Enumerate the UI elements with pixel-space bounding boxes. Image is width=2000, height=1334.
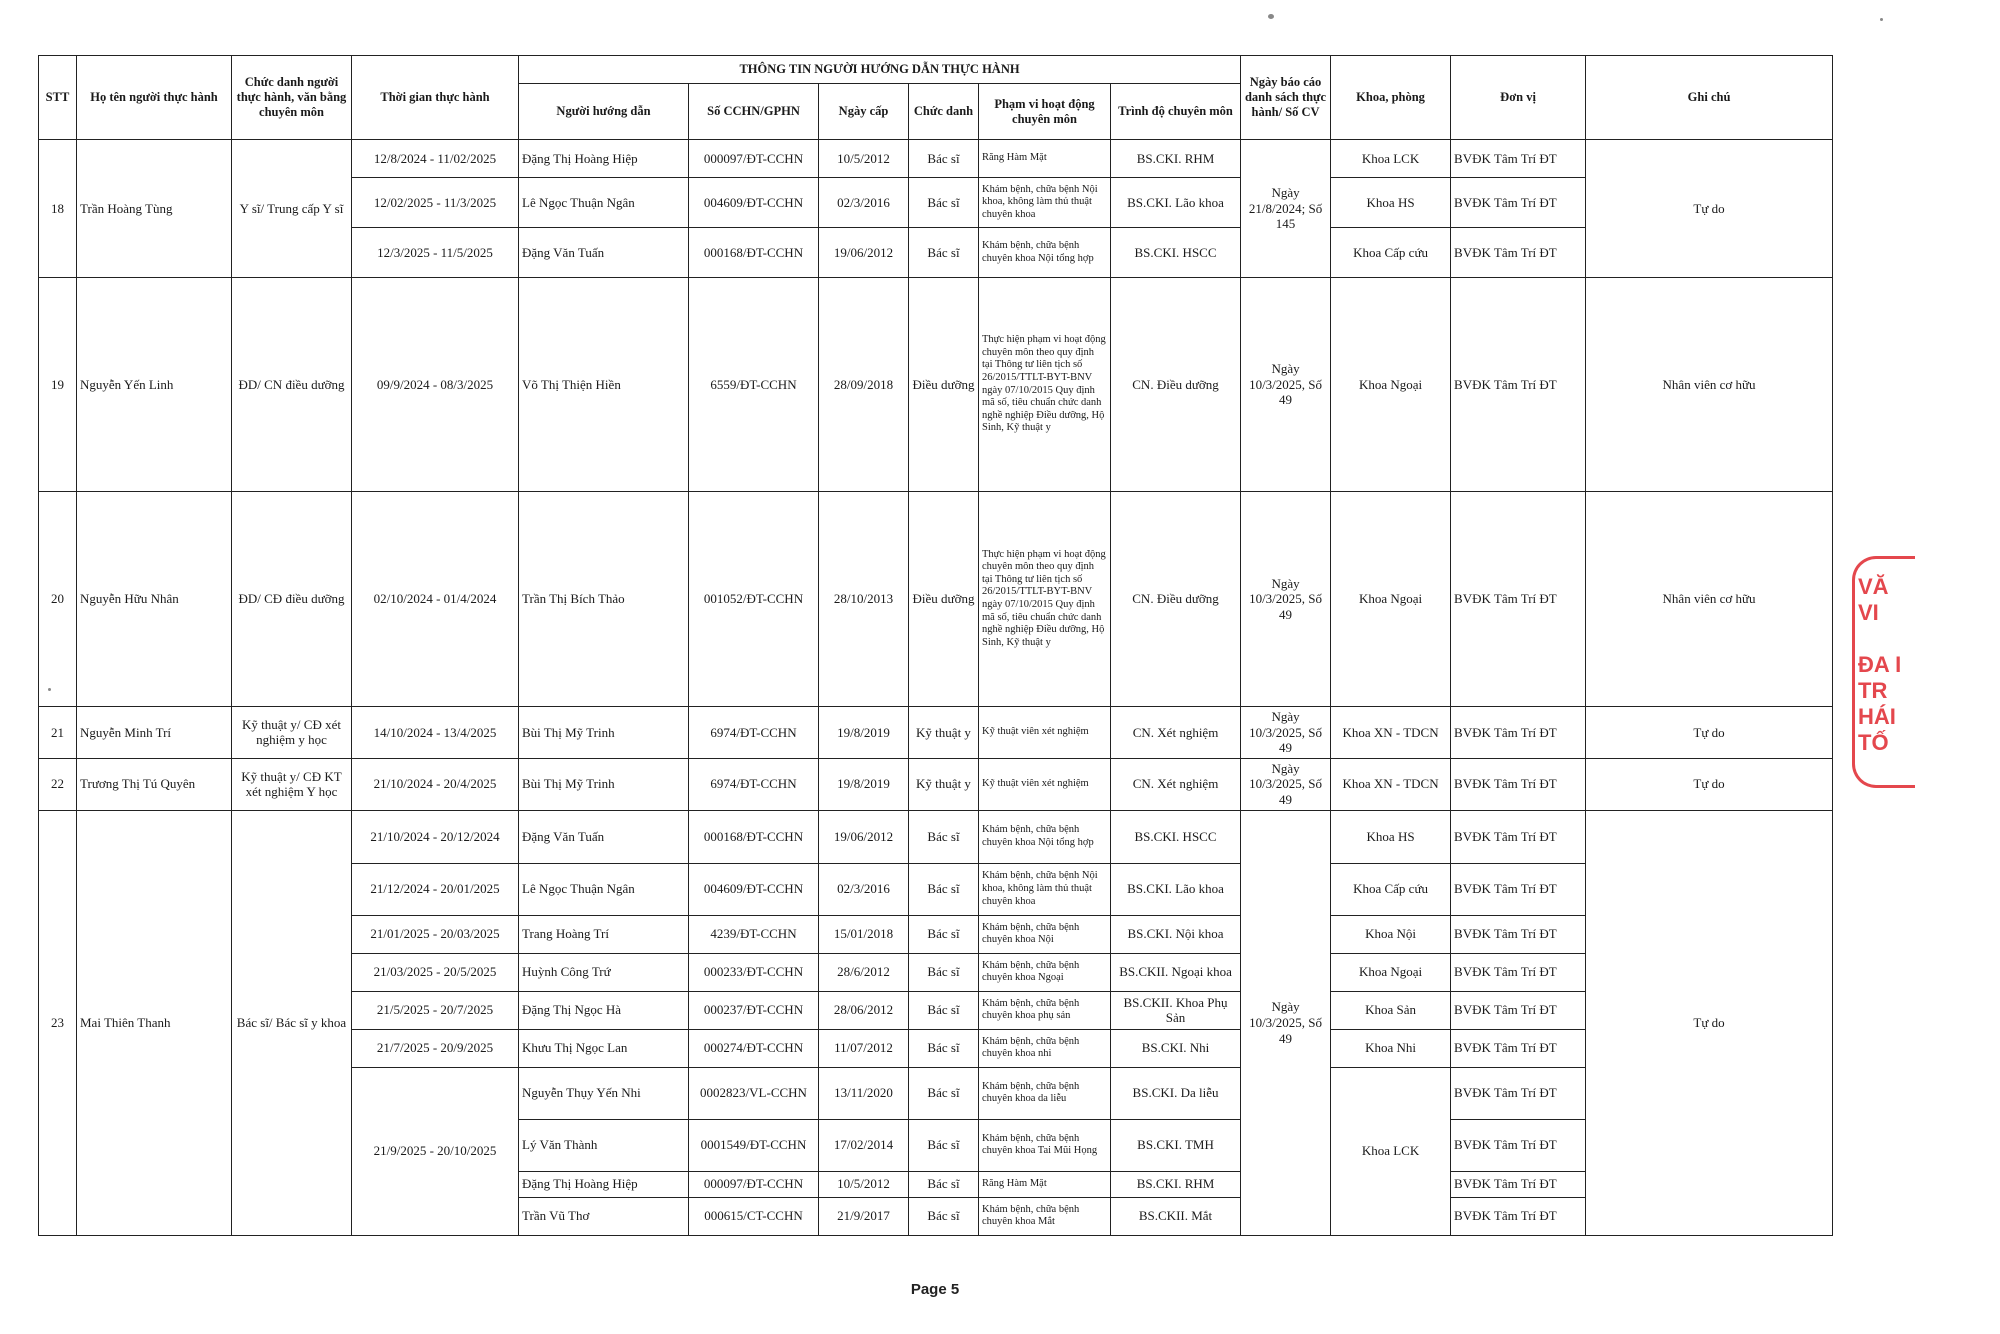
license-cell: 0002823/VL-CCHN (689, 1067, 819, 1119)
header-mentor: Người hướng dẫn (519, 84, 689, 140)
date-cell: 19/8/2019 (819, 707, 909, 759)
qualification-cell: BS.CKI. RHM (1111, 1171, 1241, 1197)
scan-speck (1268, 14, 1274, 19)
dept-cell: Khoa Nhi (1331, 1029, 1451, 1067)
scope-cell: Khám bệnh, chữa bệnh chuyên khoa Tai Mũi Họng (979, 1119, 1111, 1171)
mentor-cell: Bùi Thị Mỹ Trinh (519, 758, 689, 810)
report-cell: Ngày 21/8/2024; Số 145 (1241, 140, 1331, 278)
qualification-cell: CN. Điều dưỡng (1111, 278, 1241, 492)
unit-cell: BVĐK Tâm Trí ĐT (1451, 1197, 1586, 1235)
qualification-cell: BS.CKII. Mắt (1111, 1197, 1241, 1235)
unit-cell: BVĐK Tâm Trí ĐT (1451, 278, 1586, 492)
note-cell: Tự do (1586, 810, 1833, 1235)
mentor-cell: Võ Thị Thiện Hiền (519, 278, 689, 492)
title-cell: ĐD/ CĐ điều dưỡng (232, 492, 352, 707)
period-cell: 12/8/2024 - 11/02/2025 (352, 140, 519, 178)
period-cell: 21/12/2024 - 20/01/2025 (352, 863, 519, 915)
license-cell: 000168/ĐT-CCHN (689, 810, 819, 863)
scope-cell: Thực hiện phạm vi hoạt động chuyên môn theo quy định tại Thông tư liên tịch số 26/2015/TTLT-BYT-BNV ngày 07/10/2015 Quy định mã số, tiêu chuẩn chức danh nghề nghiệp Điều dưỡng, Hộ Sinh, Kỹ thuật y (979, 278, 1111, 492)
position-cell: Bác sĩ (909, 1197, 979, 1235)
header-qualification: Trình độ chuyên môn (1111, 84, 1241, 140)
mentor-cell: Đặng Văn Tuấn (519, 810, 689, 863)
date-cell: 10/5/2012 (819, 140, 909, 178)
license-cell: 004609/ĐT-CCHN (689, 863, 819, 915)
mentor-cell: Đặng Thị Hoàng Hiệp (519, 1171, 689, 1197)
period-cell: 09/9/2024 - 08/3/2025 (352, 278, 519, 492)
unit-cell: BVĐK Tâm Trí ĐT (1451, 1029, 1586, 1067)
mentor-cell: Đặng Thị Hoàng Hiệp (519, 140, 689, 178)
qualification-cell: BS.CKI. Nhi (1111, 1029, 1241, 1067)
table-row (39, 758, 1833, 810)
unit-cell: BVĐK Tâm Trí ĐT (1451, 1171, 1586, 1197)
period-cell: 14/10/2024 - 13/4/2025 (352, 707, 519, 759)
dept-cell: Khoa LCK (1331, 1067, 1451, 1235)
scope-cell: Kỹ thuật viên xét nghiệm (979, 707, 1111, 759)
unit-cell: BVĐK Tâm Trí ĐT (1451, 810, 1586, 863)
mentor-cell: Nguyễn Thụy Yến Nhi (519, 1067, 689, 1119)
qualification-cell: CN. Điều dưỡng (1111, 492, 1241, 707)
stt-cell: 21 (39, 707, 77, 759)
qualification-cell: BS.CKI. Da liễu (1111, 1067, 1241, 1119)
date-cell: 19/8/2019 (819, 758, 909, 810)
scan-speck (1880, 18, 1883, 21)
note-cell: Tự do (1586, 758, 1833, 810)
report-cell: Ngày 10/3/2025, Số 49 (1241, 707, 1331, 759)
date-cell: 19/06/2012 (819, 228, 909, 278)
period-cell: 21/03/2025 - 20/5/2025 (352, 953, 519, 991)
position-cell: Kỹ thuật y (909, 707, 979, 759)
mentor-cell: Bùi Thị Mỹ Trinh (519, 707, 689, 759)
header-period: Thời gian thực hành (352, 56, 519, 140)
position-cell: Bác sĩ (909, 140, 979, 178)
unit-cell: BVĐK Tâm Trí ĐT (1451, 953, 1586, 991)
scope-cell: Răng Hàm Mặt (979, 140, 1111, 178)
date-cell: 28/09/2018 (819, 278, 909, 492)
date-cell: 19/06/2012 (819, 810, 909, 863)
stt-cell: 19 (39, 278, 77, 492)
scope-cell: Khám bệnh, chữa bệnh chuyên khoa nhi (979, 1029, 1111, 1067)
header-unit: Đơn vị (1451, 56, 1586, 140)
scope-cell: Khám bệnh, chữa bệnh chuyên khoa Mắt (979, 1197, 1111, 1235)
position-cell: Bác sĩ (909, 1171, 979, 1197)
practice-registry-table (38, 55, 1833, 1236)
title-cell: Y sĩ/ Trung cấp Y sĩ (232, 140, 352, 278)
qualification-cell: BS.CKI. RHM (1111, 140, 1241, 178)
date-cell: 11/07/2012 (819, 1029, 909, 1067)
date-cell: 28/06/2012 (819, 991, 909, 1029)
position-cell: Bác sĩ (909, 178, 979, 228)
license-cell: 000237/ĐT-CCHN (689, 991, 819, 1029)
name-cell: Mai Thiên Thanh (77, 810, 232, 1235)
license-cell: 000097/ĐT-CCHN (689, 1171, 819, 1197)
header-license: Số CCHN/GPHN (689, 84, 819, 140)
license-cell: 6559/ĐT-CCHN (689, 278, 819, 492)
qualification-cell: BS.CKII. Ngoại khoa (1111, 953, 1241, 991)
mentor-cell: Lê Ngọc Thuận Ngân (519, 863, 689, 915)
stt-cell: 23 (39, 810, 77, 1235)
unit-cell: BVĐK Tâm Trí ĐT (1451, 228, 1586, 278)
dept-cell: Khoa Nội (1331, 915, 1451, 953)
table-row (39, 707, 1833, 759)
note-cell: Nhân viên cơ hữu (1586, 492, 1833, 707)
mentor-cell: Trần Vũ Thơ (519, 1197, 689, 1235)
header-position: Chức danh (909, 84, 979, 140)
header-title: Chức danh người thực hành, văn bằng chuyên môn (232, 56, 352, 140)
scope-cell: Khám bệnh, chữa bệnh chuyên khoa Ngoại (979, 953, 1111, 991)
dept-cell: Khoa Ngoại (1331, 278, 1451, 492)
scan-speck (48, 688, 51, 691)
mentor-cell: Lý Văn Thành (519, 1119, 689, 1171)
unit-cell: BVĐK Tâm Trí ĐT (1451, 1119, 1586, 1171)
header-mentor-group: THÔNG TIN NGƯỜI HƯỚNG DẪN THỰC HÀNH (519, 56, 1241, 84)
unit-cell: BVĐK Tâm Trí ĐT (1451, 1067, 1586, 1119)
unit-cell: BVĐK Tâm Trí ĐT (1451, 140, 1586, 178)
mentor-cell: Trang Hoàng Trí (519, 915, 689, 953)
scope-cell: Khám bệnh, chữa bệnh Nội khoa, không làm thủ thuật chuyên khoa (979, 178, 1111, 228)
unit-cell: BVĐK Tâm Trí ĐT (1451, 915, 1586, 953)
page-number: Page 5 (910, 1281, 960, 1298)
seal-text: VĂ VI ĐA I TR HÁI TỐ (1858, 574, 1902, 755)
header-scope: Phạm vi hoạt động chuyên môn (979, 84, 1111, 140)
dept-cell: Khoa Ngoại (1331, 492, 1451, 707)
qualification-cell: CN. Xét nghiệm (1111, 758, 1241, 810)
name-cell: Trần Hoàng Tùng (77, 140, 232, 278)
dept-cell: Khoa Cấp cứu (1331, 863, 1451, 915)
period-cell: 21/5/2025 - 20/7/2025 (352, 991, 519, 1029)
scope-cell: Thực hiện phạm vi hoạt động chuyên môn theo quy định tại Thông tư liên tịch số 26/2015/TTLT-BYT-BNV ngày 07/10/2015 Quy định mã số, tiêu chuẩn chức danh nghề nghiệp Điều dưỡng, Hộ Sinh, Kỹ thuật y (979, 492, 1111, 707)
period-cell: 21/9/2025 - 20/10/2025 (352, 1067, 519, 1235)
license-cell: 001052/ĐT-CCHN (689, 492, 819, 707)
scope-cell: Khám bệnh, chữa bệnh chuyên khoa Nội tổng hợp (979, 228, 1111, 278)
scope-cell: Răng Hàm Mặt (979, 1171, 1111, 1197)
note-cell: Tự do (1586, 707, 1833, 759)
table-row (39, 140, 1833, 178)
date-cell: 15/01/2018 (819, 915, 909, 953)
scope-cell: Khám bệnh, chữa bệnh chuyên khoa Nội (979, 915, 1111, 953)
table-row (39, 278, 1833, 492)
dept-cell: Khoa XN - TDCN (1331, 758, 1451, 810)
unit-cell: BVĐK Tâm Trí ĐT (1451, 492, 1586, 707)
license-cell: 004609/ĐT-CCHN (689, 178, 819, 228)
mentor-cell: Đặng Thị Ngọc Hà (519, 991, 689, 1029)
note-cell: Nhân viên cơ hữu (1586, 278, 1833, 492)
date-cell: 28/10/2013 (819, 492, 909, 707)
unit-cell: BVĐK Tâm Trí ĐT (1451, 178, 1586, 228)
name-cell: Nguyễn Hữu Nhân (77, 492, 232, 707)
header-note: Ghi chú (1586, 56, 1833, 140)
report-cell: Ngày 10/3/2025, Số 49 (1241, 758, 1331, 810)
license-cell: 6974/ĐT-CCHN (689, 758, 819, 810)
qualification-cell: BS.CKI. Lão khoa (1111, 863, 1241, 915)
license-cell: 6974/ĐT-CCHN (689, 707, 819, 759)
dept-cell: Khoa Sản (1331, 991, 1451, 1029)
scope-cell: Khám bệnh, chữa bệnh chuyên khoa phụ sản (979, 991, 1111, 1029)
license-cell: 000615/CT-CCHN (689, 1197, 819, 1235)
period-cell: 21/7/2025 - 20/9/2025 (352, 1029, 519, 1067)
position-cell: Bác sĩ (909, 863, 979, 915)
mentor-cell: Huỳnh Công Trứ (519, 953, 689, 991)
dept-cell: Khoa Cấp cứu (1331, 228, 1451, 278)
mentor-cell: Khưu Thị Ngọc Lan (519, 1029, 689, 1067)
title-cell: Bác sĩ/ Bác sĩ y khoa (232, 810, 352, 1235)
position-cell: Bác sĩ (909, 1029, 979, 1067)
report-cell: Ngày 10/3/2025, Số 49 (1241, 492, 1331, 707)
unit-cell: BVĐK Tâm Trí ĐT (1451, 707, 1586, 759)
header-name: Họ tên người thực hành (77, 56, 232, 140)
dept-cell: Khoa XN - TDCN (1331, 707, 1451, 759)
date-cell: 02/3/2016 (819, 863, 909, 915)
position-cell: Bác sĩ (909, 1119, 979, 1171)
license-cell: 000233/ĐT-CCHN (689, 953, 819, 991)
position-cell: Bác sĩ (909, 810, 979, 863)
official-seal-stamp (1852, 556, 1902, 782)
note-cell: Tự do (1586, 140, 1833, 278)
date-cell: 28/6/2012 (819, 953, 909, 991)
qualification-cell: CN. Xét nghiệm (1111, 707, 1241, 759)
unit-cell: BVĐK Tâm Trí ĐT (1451, 863, 1586, 915)
position-cell: Kỹ thuật y (909, 758, 979, 810)
title-cell: Kỹ thuật y/ CĐ xét nghiệm y học (232, 707, 352, 759)
dept-cell: Khoa HS (1331, 178, 1451, 228)
mentor-cell: Trần Thị Bích Thảo (519, 492, 689, 707)
date-cell: 21/9/2017 (819, 1197, 909, 1235)
period-cell: 21/10/2024 - 20/12/2024 (352, 810, 519, 863)
name-cell: Trương Thị Tú Quyên (77, 758, 232, 810)
date-cell: 02/3/2016 (819, 178, 909, 228)
dept-cell: Khoa Ngoại (1331, 953, 1451, 991)
license-cell: 000274/ĐT-CCHN (689, 1029, 819, 1067)
title-cell: Kỹ thuật y/ CĐ KT xét nghiệm Y học (232, 758, 352, 810)
stt-cell: 18 (39, 140, 77, 278)
position-cell: Bác sĩ (909, 991, 979, 1029)
qualification-cell: BS.CKI. HSCC (1111, 810, 1241, 863)
table-row (39, 810, 1833, 863)
dept-cell: Khoa LCK (1331, 140, 1451, 178)
date-cell: 13/11/2020 (819, 1067, 909, 1119)
position-cell: Bác sĩ (909, 228, 979, 278)
report-cell: Ngày 10/3/2025, Số 49 (1241, 278, 1331, 492)
header-stt: STT (39, 56, 77, 140)
license-cell: 000097/ĐT-CCHN (689, 140, 819, 178)
dept-cell: Khoa HS (1331, 810, 1451, 863)
period-cell: 12/3/2025 - 11/5/2025 (352, 228, 519, 278)
position-cell: Điều dưỡng (909, 278, 979, 492)
unit-cell: BVĐK Tâm Trí ĐT (1451, 758, 1586, 810)
stt-cell: 20 (39, 492, 77, 707)
unit-cell: BVĐK Tâm Trí ĐT (1451, 991, 1586, 1029)
scope-cell: Khám bệnh, chữa bệnh Nội khoa, không làm thủ thuật chuyên khoa (979, 863, 1111, 915)
practice-registry-table-sheet (38, 55, 1832, 1236)
header-dept: Khoa, phòng (1331, 56, 1451, 140)
period-cell: 12/02/2025 - 11/3/2025 (352, 178, 519, 228)
qualification-cell: BS.CKI. Nội khoa (1111, 915, 1241, 953)
position-cell: Bác sĩ (909, 1067, 979, 1119)
mentor-cell: Lê Ngọc Thuận Ngân (519, 178, 689, 228)
header-issue-date: Ngày cấp (819, 84, 909, 140)
qualification-cell: BS.CKI. Lão khoa (1111, 178, 1241, 228)
license-cell: 000168/ĐT-CCHN (689, 228, 819, 278)
stt-cell: 22 (39, 758, 77, 810)
period-cell: 21/10/2024 - 20/4/2025 (352, 758, 519, 810)
date-cell: 10/5/2012 (819, 1171, 909, 1197)
report-cell: Ngày 10/3/2025, Số 49 (1241, 810, 1331, 1235)
scope-cell: Kỹ thuật viên xét nghiệm (979, 758, 1111, 810)
date-cell: 17/02/2014 (819, 1119, 909, 1171)
qualification-cell: BS.CKI. HSCC (1111, 228, 1241, 278)
header-report: Ngày báo cáo danh sách thực hành/ Số CV (1241, 56, 1331, 140)
title-cell: ĐD/ CN điều dưỡng (232, 278, 352, 492)
period-cell: 02/10/2024 - 01/4/2024 (352, 492, 519, 707)
mentor-cell: Đặng Văn Tuấn (519, 228, 689, 278)
scope-cell: Khám bệnh, chữa bệnh chuyên khoa da liễu (979, 1067, 1111, 1119)
name-cell: Nguyễn Minh Trí (77, 707, 232, 759)
qualification-cell: BS.CKII. Khoa Phụ Sản (1111, 991, 1241, 1029)
license-cell: 0001549/ĐT-CCHN (689, 1119, 819, 1171)
position-cell: Điều dưỡng (909, 492, 979, 707)
name-cell: Nguyễn Yến Linh (77, 278, 232, 492)
period-cell: 21/01/2025 - 20/03/2025 (352, 915, 519, 953)
table-row (39, 492, 1833, 707)
position-cell: Bác sĩ (909, 915, 979, 953)
scope-cell: Khám bệnh, chữa bệnh chuyên khoa Nội tổng hợp (979, 810, 1111, 863)
position-cell: Bác sĩ (909, 953, 979, 991)
license-cell: 4239/ĐT-CCHN (689, 915, 819, 953)
qualification-cell: BS.CKI. TMH (1111, 1119, 1241, 1171)
